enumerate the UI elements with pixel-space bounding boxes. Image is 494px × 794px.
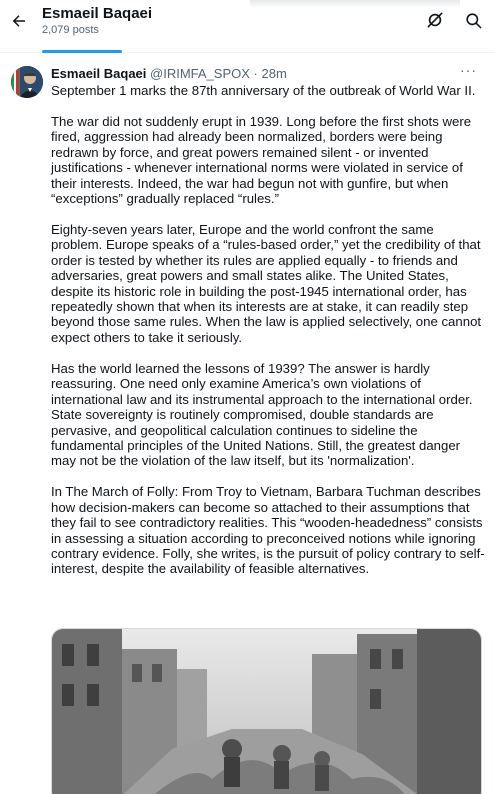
tweet-meta — [51, 65, 287, 82]
tweet-paragraph: Eighty-seven years later, Europe and the world confront the same problem. Europe speaks of a “rules-based order,” yet the credibility of that order is tested by whether its rules are applied equally - to friends and adversaries, great powers and small states alike. The United States, despite its historic role in building the post-1945 international order, has repeatedly shown that when its interests are at stake, it can readily step beyond those same rules. When the law is applied selectively, one cannot expect others to take it seriously. — [51, 222, 482, 345]
meta-separator: · — [253, 66, 258, 81]
ruined-street-photo — [52, 629, 482, 794]
tweet-paragraph: The war did not suddenly erupt in 1939. Long before the first shots were fired, aggression had already been normalized, borders were being redrawn by force, and great powers remained silent - or invented justifications - whenever international norms were violated in service of their interests. Indeed, the war had begun not with gunfire, but when “exceptions” gradually replaced “rules.” — [51, 114, 472, 207]
post-count: 2,079 posts — [42, 24, 99, 36]
active-tab-indicator — [42, 50, 122, 53]
arrow-left-icon — [10, 12, 28, 30]
profile-header — [0, 0, 494, 53]
search-button[interactable] — [462, 9, 484, 31]
tweet-text — [51, 83, 485, 592]
avatar-portrait-icon — [11, 66, 43, 98]
profile-title-block — [42, 4, 152, 38]
profile-name-title: Esmaeil Baqaei — [42, 5, 153, 22]
search-icon — [464, 11, 483, 30]
author-handle[interactable]: @IRIMFA_SPOX — [150, 66, 250, 81]
tweet-article[interactable] — [0, 54, 494, 794]
tweet-paragraph: September 1 marks the 87th anniversary of the outbreak of World War II. — [51, 83, 476, 98]
tweet-paragraph: Has the world learned the lessons of 1939? The answer is hardly reassuring. One need only examine America’s own violations of international law and its instrumental approach to the international order. State sovereignty is routinely compromised, double standards are pervasive, and geopolitical calculation continues to sideline the fundamental principles of the United Nations. Still, the greatest danger may not be the violation of the law itself, but its 'normalization'. — [51, 360, 473, 469]
author-name[interactable]: Esmaeil Baqaei — [51, 66, 147, 81]
grok-icon — [425, 10, 445, 30]
tweet-media-image[interactable] — [51, 628, 482, 794]
tweet-timestamp[interactable]: 28m — [261, 66, 287, 81]
tweet-paragraph: In The March of Folly: From Troy to Vietnam, Barbara Tuchman describes how decision-makers can become so attached to their assumptions that they fail to see contradictory realities. This “wooden-headedness” consists in assessing a situation according to preconceived notions while ignoring contrary evidence. Folly, she writes, is the pursuit of policy contrary to self-interest, despite the availability of feasible alternatives. — [51, 484, 485, 577]
more-options-button[interactable]: ··· — [460, 62, 477, 78]
avatar[interactable] — [11, 66, 43, 98]
header-overlay-shadow — [250, 0, 460, 8]
back-button[interactable] — [6, 8, 32, 34]
grok-button[interactable] — [424, 9, 446, 31]
